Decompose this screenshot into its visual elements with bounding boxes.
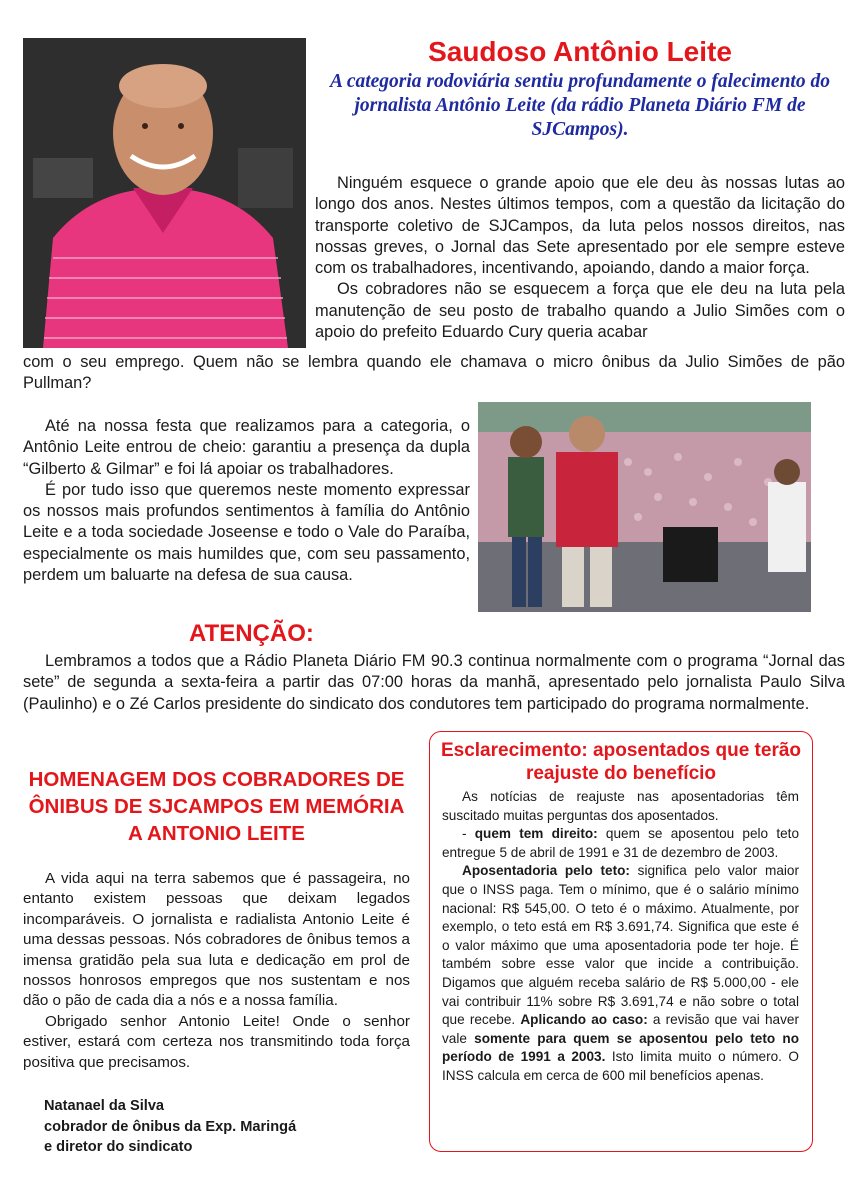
- article-title: Saudoso Antônio Leite: [428, 36, 732, 67]
- attention-text: Lembramos a todos que a Rádio Planeta Diário FM 90.3 continua normalmente com o programa “Jornal das sete” de segunda a sexta-feira a partir das 07:00 horas da manhã, apresentado pelo jornalista Paulo Silva (Paulinho) e o Zé Carlos presidente do sindicato dos condutores tem participado do programa normalmente.: [23, 652, 845, 713]
- article-paragraph: Ninguém esquece o grande apoio que ele deu às nossas lutas ao longo dos anos. Nestes últimos tempos, com a questão da licitação do transporte coletivo de SJCampos, da luta pelos nossos direitos, nas nossas greves, o Jornal das Sete apresentado por ele sempre esteve com os trabalhadores, incentivando, apoiando, dando a maior força.: [315, 174, 845, 278]
- notice-who-text: quem se aposentou pelo teto entregue 5 de abril de 1991 e 31 de dezembro de 2003.: [442, 826, 799, 860]
- portrait-illustration: [23, 38, 306, 348]
- article-paragraph: Os cobradores não se esquecem a força que ele deu na luta pela manutenção de seu posto de trabalho quando a Julio Simões com o apoio do prefeito Eduardo Cury queria acabar: [315, 280, 845, 342]
- stage-event-photo: [478, 402, 811, 612]
- notice-case-text: a revisão que vai haver vale: [442, 1012, 799, 1046]
- notice-who-prefix: -: [462, 826, 475, 842]
- homage-paragraph: Obrigado senhor Antonio Leite! Onde o senhor estiver, estará com certeza nos transmitindo toda força positiva que precisamos.: [23, 1012, 410, 1071]
- notice-case-label: Aplicando ao caso:: [520, 1012, 648, 1028]
- notice-body: [442, 788, 799, 1086]
- notice-case-end: Isto limita muito o número. O INSS calcula em cerca de 600 mil benefícios apenas.: [442, 1049, 799, 1083]
- article-paragraph-continued: com o seu emprego. Quem não se lembra quando ele chamava o micro ônibus da Julio Simões de pão Pullman?: [23, 353, 845, 393]
- notice-case-bold: somente para quem se aposentou pelo teto no período de 1991 a 2003.: [442, 1030, 799, 1065]
- attention-title: ATENÇÃO:: [189, 620, 314, 647]
- signature-name: Natanael da Silva: [44, 1098, 165, 1114]
- homage-title: HOMENAGEM DOS COBRADORES DE ÔNIBUS DE SJCAMPOS EM MEMÓRIA A ANTONIO LEITE: [28, 768, 405, 845]
- article-paragraph: Até na nossa festa que realizamos para a categoria, o Antônio Leite entrou de cheio: garantiu a presença da dupla “Gilberto & Gilmar” e foi lá apoiar os trabalhadores.: [23, 417, 470, 478]
- notice-title: Esclarecimento: aposentados que terão reajuste do benefício: [440, 740, 802, 784]
- notice-ceiling-text: significa pelo valor maior que o INSS paga. Tem o mínimo, que é o salário mínimo nacional: R$ 545,00. O teto é o máximo. Atualmente, por exemplo, o teto está em R$ 3.691,74. Significa que este é o valor máximo que uma aposentadoria pode ter hoje. É também sobre esse valor que incide a contribuição. Digamos que alguém receba salário de R$ 5.000,00 - ele vai contribuir 11% sobre R$ 3.691,74 e não sobre o total que recebe.: [442, 863, 799, 1028]
- article-paragraph: É por tudo isso que queremos neste momento expressar os nossos mais profundos sentimentos à família do Antônio Leite e a toda sociedade Joseense e todo o Vale do Paraíba, especialmente os mais humildes que, com seu passamento, perdem um baluarte na defesa de sua causa.: [23, 480, 470, 585]
- notice-ceiling-label: Aposentadoria pelo teto:: [462, 863, 630, 879]
- homage-paragraph: A vida aqui na terra sabemos que é passageira, no entanto existem pessoas que deixam legados incomparáveis. O jornalista e radialista Antonio Leite é uma dessas pessoas. Nós cobradores de ônibus temos a imensa gratidão pela sua luta e dedicação em prol de nossos honrosos empregos que nos sustentam e nos dão o pão de cada dia a nós e a nossa família.: [23, 870, 410, 1010]
- notice-who-paragraph: [442, 825, 799, 862]
- homage-signature: [44, 1096, 296, 1158]
- stage-illustration: [478, 402, 811, 612]
- signature-role: cobrador de ônibus da Exp. Maringá: [44, 1118, 297, 1135]
- homage-body: [23, 869, 410, 1073]
- signature-role-2: e diretor do sindicato: [44, 1139, 193, 1155]
- article-subtitle: A categoria rodoviária sentiu profundamente o falecimento do jornalista Antônio Leite (da rádio Planeta Diário FM de SJCampos).: [330, 71, 830, 140]
- notice-intro: As notícias de reajuste nas aposentadorias têm suscitado muitas perguntas dos aposentados.: [442, 789, 799, 823]
- article-body-upper: [315, 173, 845, 343]
- article-body-lower: [23, 416, 470, 586]
- notice-ceiling-paragraph: [442, 862, 799, 1085]
- antonio-leite-portrait-photo: [23, 38, 306, 348]
- notice-who-label: quem tem direito:: [474, 826, 598, 842]
